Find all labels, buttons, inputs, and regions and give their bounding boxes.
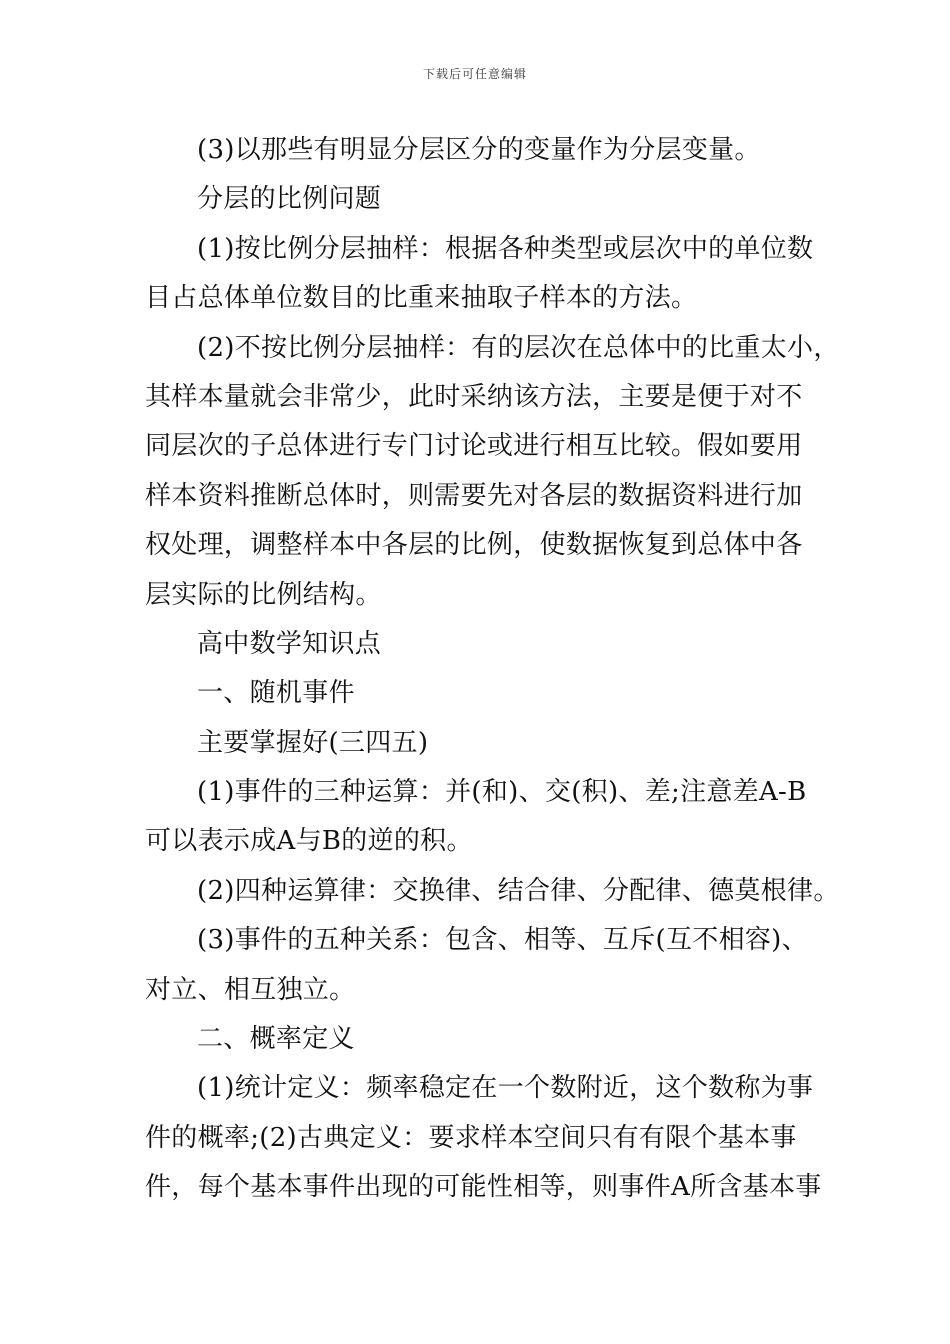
section-heading: 高中数学知识点	[197, 628, 382, 659]
paragraph-line: 可以表示成A与B的逆的积。	[145, 826, 473, 857]
section-heading: 一、随机事件	[197, 678, 355, 709]
page-header: 下载后可任意编辑	[422, 67, 527, 81]
paragraph-line: (1)按比例分层抽样：根据各种类型或层次中的单位数	[197, 233, 814, 264]
section-heading: 二、概率定义	[197, 1024, 355, 1055]
section-heading: 分层的比例问题	[197, 184, 382, 215]
paragraph-line: (1)事件的三种运算：并(和)、交(积)、差;注意差A-B	[197, 777, 807, 808]
paragraph-line: (3)事件的五种关系：包含、相等、互斥(互不相容)、	[197, 925, 808, 956]
paragraph-line: 权处理，调整样本中各层的比例，使数据恢复到总体中各	[145, 530, 803, 561]
paragraph-line: 主要掌握好(三四五)	[197, 727, 429, 758]
paragraph-line: 目占总体单位数目的比重来抽取子样本的方法。	[145, 283, 698, 314]
paragraph-line: (2)不按比例分层抽样：有的层次在总体中的比重太小，	[197, 332, 840, 363]
paragraph-line: 件，每个基本事件出现的可能性相等，则事件A所含基本事	[145, 1172, 822, 1203]
document-body	[145, 126, 840, 1213]
paragraph-line: 对立、相互独立。	[145, 974, 356, 1005]
paragraph-line: 同层次的子总体进行专门讨论或进行相互比较。假如要用	[145, 431, 803, 462]
paragraph-line: 件的概率;(2)古典定义：要求样本空间只有有限个基本事	[145, 1122, 797, 1153]
paragraph-line: (2)四种运算律：交换律、结合律、分配律、德莫根律。	[197, 875, 840, 906]
paragraph-line: (1)统计定义：频率稳定在一个数附近，这个数称为事	[197, 1073, 814, 1104]
paragraph-line: (3)以那些有明显分层区分的变量作为分层变量。	[197, 135, 761, 165]
paragraph-line: 层实际的比例结构。	[145, 579, 382, 610]
paragraph-line: 其样本量就会非常少，此时采纳该方法，主要是便于对不	[145, 381, 803, 412]
paragraph-line: 样本资料推断总体时，则需要先对各层的数据资料进行加	[145, 480, 803, 511]
